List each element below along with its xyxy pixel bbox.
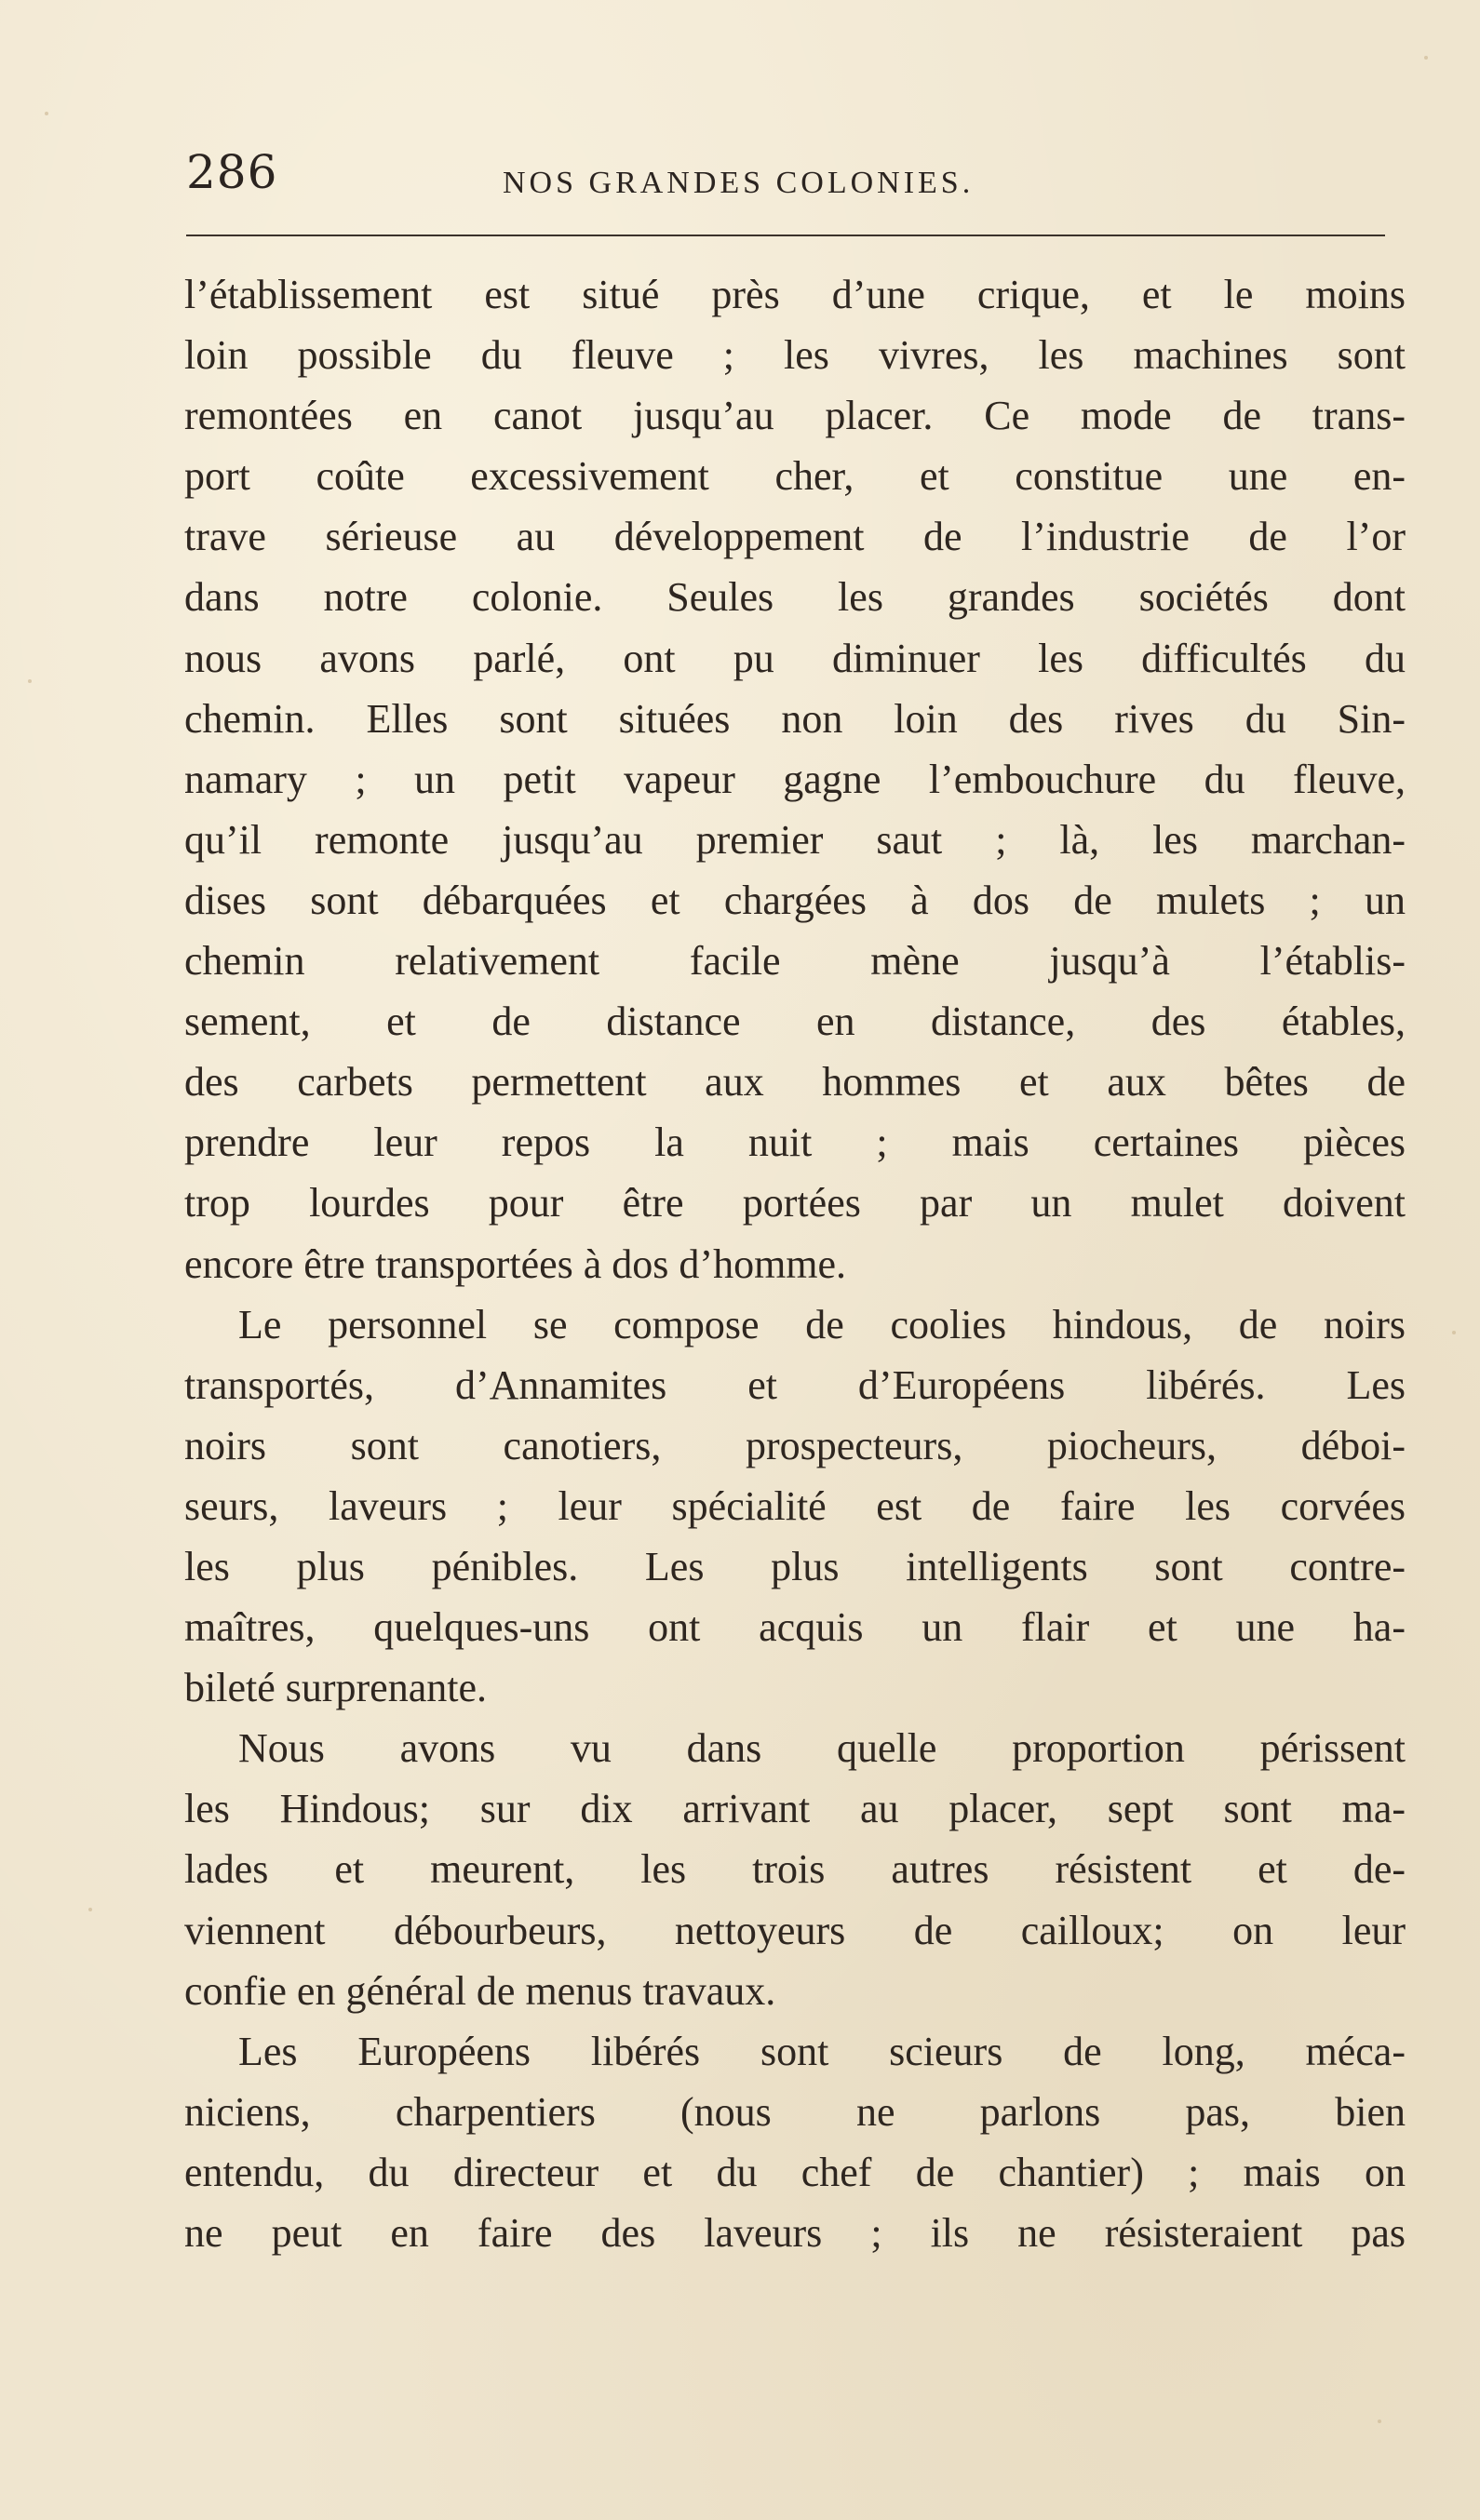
text-line: les plus pénibles. Les plus intelligents sont contre- [184,1543,1406,1589]
paragraph-start-line: Le personnel se compose de coolies hindous, de noirs [238,1301,1406,1347]
paper-speck [1424,56,1428,60]
text-line: niciens, charpentiers (nous ne parlons pas, bien [184,2088,1406,2135]
text-line: port coûte excessivement cher, et constitue une en- [184,453,1406,500]
text-line: namary ; un petit vapeur gagne l’embouchure du fleuve, [184,756,1406,802]
text-line: chemin relativement facile mène jusqu’à l’établis- [184,938,1406,985]
text-line: trop lourdes pour être portées par un mulet doivent [184,1180,1406,1226]
text-line: l’établissement est situé près d’une crique, et le moins [184,272,1406,317]
text-line: loin possible du fleuve ; les vivres, les machines sont [184,332,1406,379]
paragraph-start-line: Nous avons vu dans quelle proportion périssent [238,1725,1406,1772]
text-line: les Hindous; sur dix arrivant au placer, sept sont ma- [184,1786,1406,1832]
text-line: des carbets permettent aux hommes et aux bêtes de [184,1059,1406,1106]
header-rule [186,235,1385,236]
paper-speck [88,1908,92,1911]
paper-speck [1452,1331,1456,1334]
text-line: chemin. Elles sont situées non loin des rives du Sin- [184,695,1406,742]
text-line: ne peut en faire des laveurs ; ils ne résisteraient pas [184,2210,1406,2256]
body-text [184,264,1406,2263]
text-line: qu’il remonte jusqu’au premier saut ; là, les marchan- [184,816,1406,863]
text-line: dans notre colonie. Seules les grandes sociétés dont [184,574,1406,621]
text-line: seurs, laveurs ; leur spécialité est de faire les corvées [184,1482,1406,1529]
page-number: 286 [186,145,278,199]
text-line: sement, et de distance en distance, des étables, [184,999,1406,1045]
text-line: viennent débourbeurs, nettoyeurs de cailloux; on leur [184,1907,1406,1953]
text-line: lades et meurent, les trois autres résistent et de- [184,1846,1406,1893]
text-line: entendu, du directeur et du chef de chantier) ; mais on [184,2149,1406,2195]
paragraph-start-line: Les Européens libérés sont scieurs de long, méca- [238,2028,1406,2074]
page-header [186,140,1406,214]
text-line: noirs sont canotiers, prospecteurs, piocheurs, déboi- [184,1422,1406,1468]
text-line: nous avons parlé, ont pu diminuer les difficultés du [184,635,1406,681]
paper-speck [1378,2419,1381,2423]
running-title: NOS GRANDES COLONIES. [503,166,975,200]
text-line: remontées en canot jusqu’au placer. Ce mode de trans- [184,393,1406,439]
paper-speck [28,679,32,683]
text-line: trave sérieuse au développement de l’industrie de l’or [184,514,1406,560]
text-line: confie en général de menus travaux. [184,1967,776,2014]
text-line: dises sont débarquées et chargées à dos de mulets ; un [184,877,1406,923]
text-line: bileté surprenante. [184,1665,487,1711]
text-line: transportés, d’Annamites et d’Européens libérés. Les [184,1361,1406,1408]
text-line: prendre leur repos la nuit ; mais certaines pièces [184,1119,1406,1166]
text-line: encore être transportées à dos d’homme. [184,1240,847,1287]
paper-speck [45,112,48,115]
text-line: maîtres, quelques-uns ont acquis un flair et une ha- [184,1604,1406,1651]
